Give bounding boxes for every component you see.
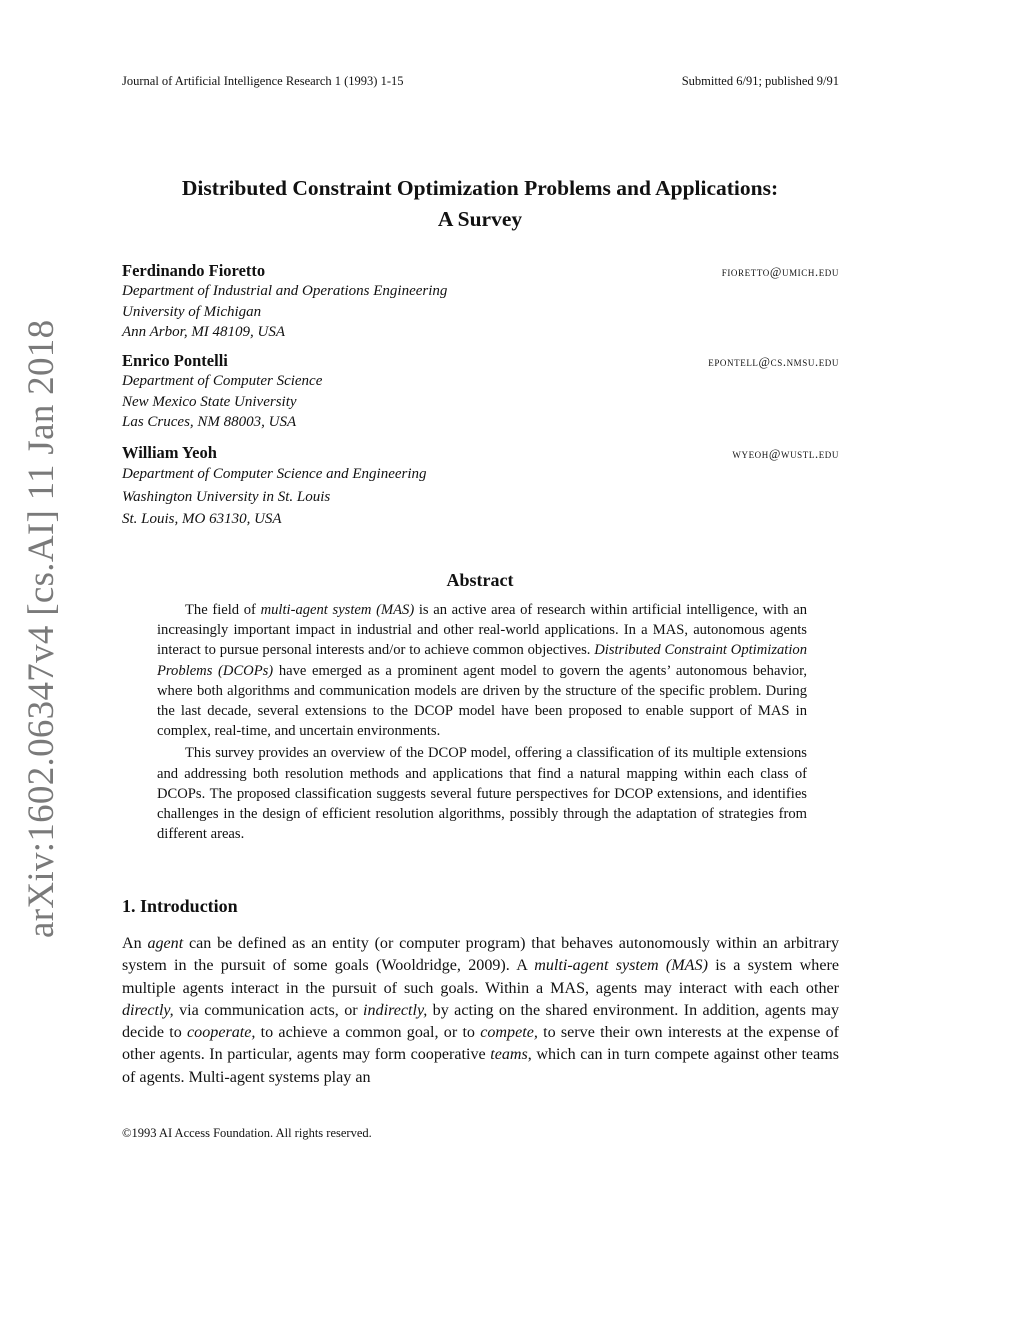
emphasis-term: multi-agent system (MAS) (260, 602, 415, 618)
text-run: to serve their own interests at the expense of other agents. In particular, agents may form cooperative (122, 1024, 840, 1064)
journal-citation: Journal of Artificial Intelligence Research 1 (1993) 1-15 (122, 74, 404, 88)
emphasis-term: indirectly, (363, 1001, 428, 1019)
text-run: is an active area of research within artificial intelligence, with an increasingly important impact in industrial and other real-world applications. In a MAS, autonomous agents interact to pursue personal interests and/or to achieve common objectives. (157, 602, 808, 659)
affiliation-line: Department of Computer Science and Engineering (122, 466, 427, 482)
text-run: An (122, 935, 148, 952)
text-run: by acting on the shared environment. In addition, agents may decide to (122, 1001, 839, 1042)
author-name: William Yeoh (122, 443, 217, 462)
text-run: via communication acts, or (173, 1001, 364, 1019)
text-run: is a system where multiple agents interact in the pursuit of such goals. Within a MAS, agents may interact with each other (122, 957, 839, 997)
text-run: can be defined as an entity (or computer program) that behaves autonomously within an arbitrary system in the pursuit of some goals (Wooldridge, 2009). A (122, 935, 839, 975)
arxiv-identifier-stamp: arXiv:1602.06347v4 [cs.AI] 11 Jan 2018 (21, 319, 62, 938)
emphasis-term: Distributed Constraint Optimization Problems (DCOPs) (157, 642, 807, 679)
affiliation-line: St. Louis, MO 63130, USA (122, 511, 282, 527)
paper-title (100, 173, 860, 235)
abstract-paragraph-1 (157, 600, 807, 741)
submission-dates: Submitted 6/91; published 9/91 (681, 74, 839, 88)
abstract-paragraph-2: This survey provides an overview of the DCOP model, offering a classification of its multiple extensions and addressing both resolution methods and applications that find a natural mapping within each class of DCOPs. The proposed classification suggests several future perspectives for DCOP extensions, and identifies challenges in the design of efficient resolution algorithms, possibly through the adaptation of strategies from different areas. (157, 745, 807, 843)
affiliation-line: Ann Arbor, MI 48109, USA (122, 324, 286, 340)
abstract-heading: Abstract (446, 570, 514, 590)
text-run: to achieve a common goal, or to (255, 1024, 481, 1042)
author-email[interactable]: fioretto@umich.edu (721, 265, 839, 279)
author-email[interactable]: epontell@cs.nmsu.edu (708, 355, 839, 369)
author-block-yeoh (122, 443, 839, 531)
emphasis-term: compete, (480, 1024, 538, 1042)
author-block-fioretto (122, 261, 839, 343)
emphasis-term: multi-agent system (MAS) (534, 957, 708, 975)
emphasis-term: directly, (122, 1001, 174, 1019)
author-name: Ferdinando Fioretto (122, 261, 266, 280)
affiliation-line: New Mexico State University (122, 393, 297, 410)
text-run: The field of (185, 602, 261, 618)
copyright-notice: ©1993 AI Access Foundation. All rights reserved. (122, 1126, 372, 1140)
affiliation-line: Department of Computer Science (122, 373, 323, 389)
emphasis-term: cooperate, (187, 1024, 256, 1042)
section-heading-introduction: 1. Introduction (122, 896, 238, 916)
emphasis-term: teams (490, 1046, 528, 1064)
affiliation-line: Washington University in St. Louis (122, 488, 331, 505)
author-block-pontelli (122, 351, 839, 433)
author-email[interactable]: wyeoh@wustl.edu (732, 447, 839, 461)
running-head (122, 74, 839, 92)
affiliation-line: Las Cruces, NM 88003, USA (122, 414, 297, 430)
text-run: , which can in turn compete against other teams of agents. Multi-agent systems play an (122, 1046, 839, 1086)
abstract-body (157, 600, 807, 846)
title-line-1: Distributed Constraint Optimization Problems and Applications: (181, 176, 779, 200)
introduction-paragraph (122, 933, 839, 1089)
affiliation-line: University of Michigan (122, 303, 262, 320)
emphasis-term: agent (147, 935, 184, 952)
introduction-body (122, 933, 839, 1089)
title-line-2: A Survey (437, 207, 523, 231)
affiliation-line: Department of Industrial and Operations Engineering (122, 283, 448, 299)
text-run: have emerged as a prominent agent model to govern the agents’ autonomous behavior, where both algorithms and communication models are driven by the structure of the specific problem. During the last decade, several extensions to the DCOP model have been proposed to enable support of MAS in complex, real-time, and uncertain environments. (157, 662, 807, 740)
author-name: Enrico Pontelli (122, 351, 228, 370)
